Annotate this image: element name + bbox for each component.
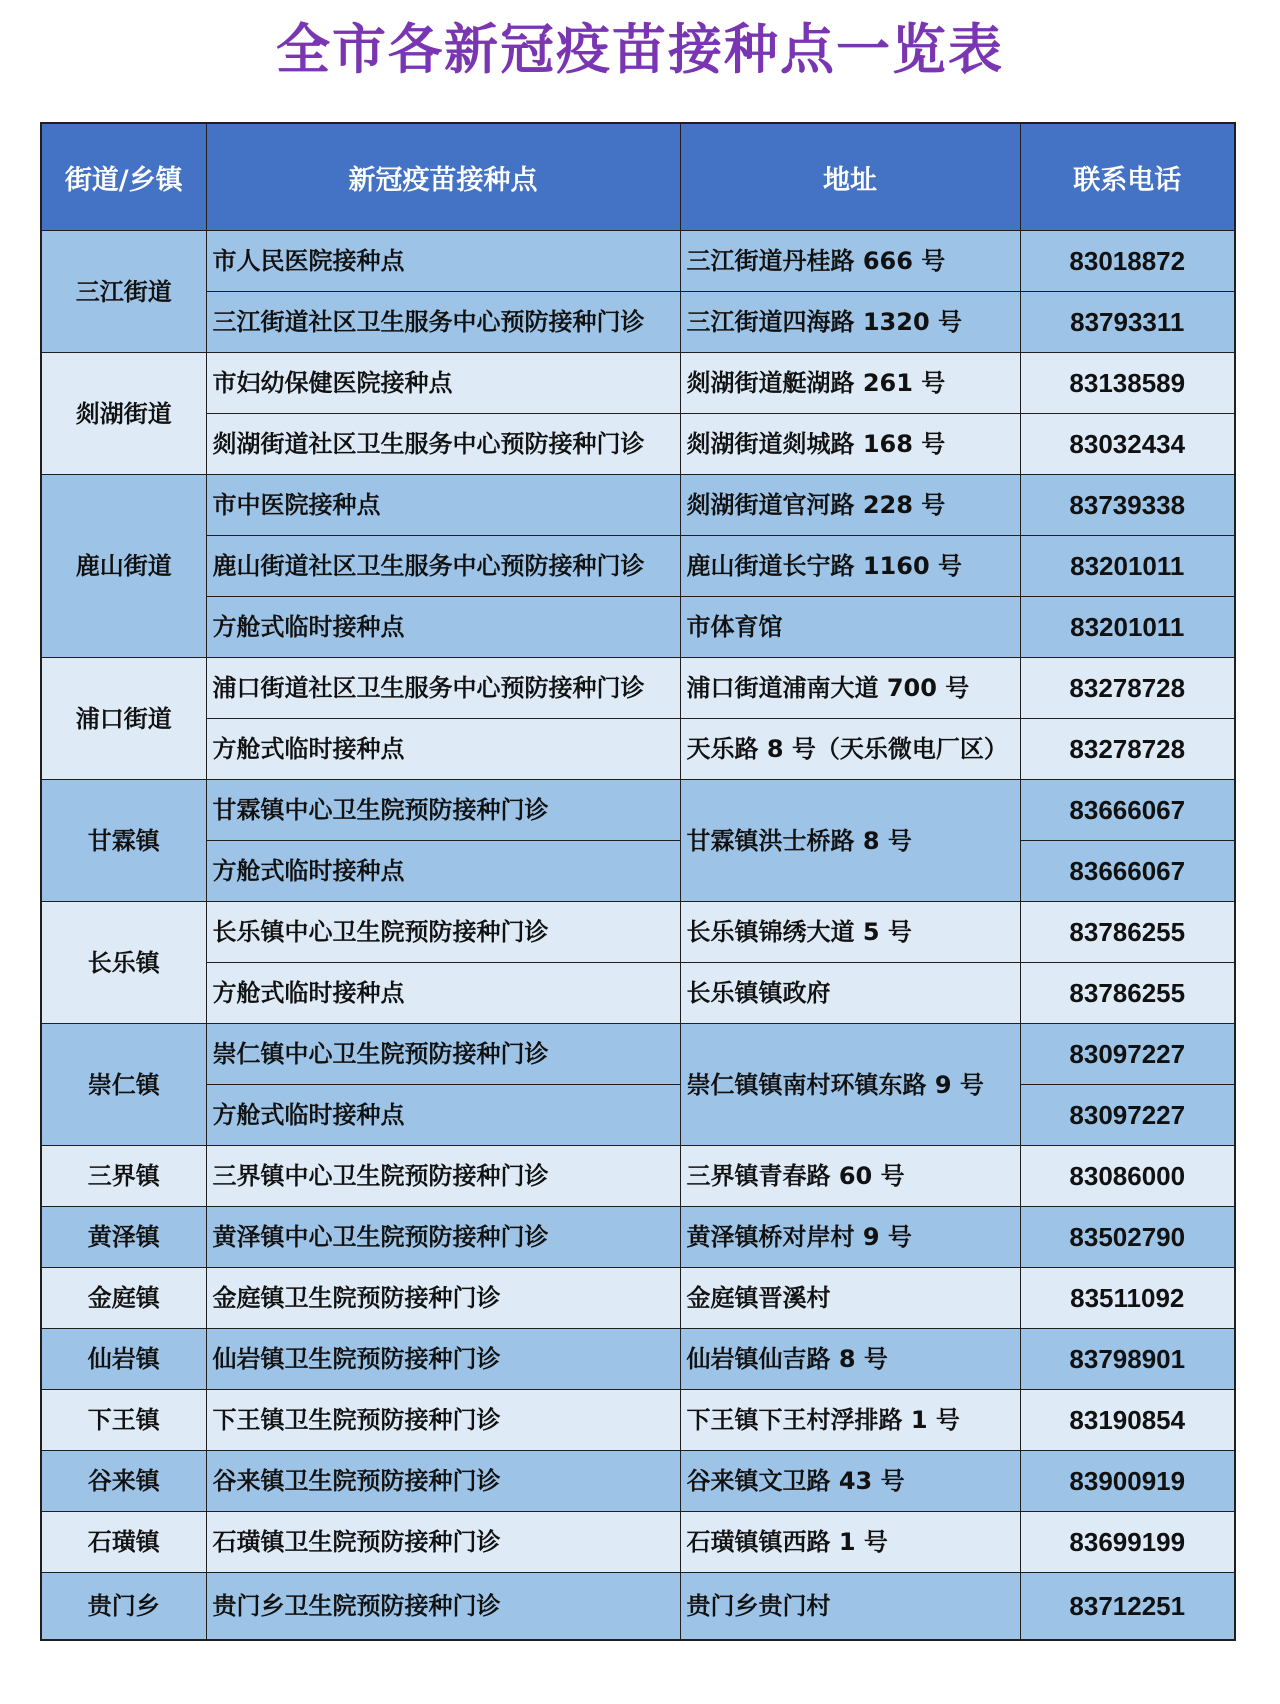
district-cell: 金庭镇 <box>41 1268 206 1329</box>
table-row <box>41 1573 1235 1641</box>
phone-cell: 83201011 <box>1020 536 1235 597</box>
table-row <box>41 1451 1235 1512</box>
phone-cell: 83086000 <box>1020 1146 1235 1207</box>
phone-cell: 83786255 <box>1020 963 1235 1024</box>
table-row <box>41 1268 1235 1329</box>
address-cell: 谷来镇文卫路 43 号 <box>680 1451 1020 1512</box>
table-row <box>41 414 1235 475</box>
site-cell: 方舱式临时接种点 <box>206 719 680 780</box>
site-cell: 黄泽镇中心卫生院预防接种门诊 <box>206 1207 680 1268</box>
vaccination-sites-table <box>40 122 1236 1641</box>
phone-cell: 83278728 <box>1020 658 1235 719</box>
address-cell: 剡湖街道官河路 228 号 <box>680 475 1020 536</box>
table-row <box>41 780 1235 841</box>
address-cell: 贵门乡贵门村 <box>680 1573 1020 1641</box>
address-cell: 市体育馆 <box>680 597 1020 658</box>
address-cell: 长乐镇锦绣大道 5 号 <box>680 902 1020 963</box>
phone-cell: 83032434 <box>1020 414 1235 475</box>
address-cell: 长乐镇镇政府 <box>680 963 1020 1024</box>
district-cell: 仙岩镇 <box>41 1329 206 1390</box>
phone-cell: 83278728 <box>1020 719 1235 780</box>
phone-cell: 83018872 <box>1020 231 1235 292</box>
district-cell: 三界镇 <box>41 1146 206 1207</box>
site-cell: 石璜镇卫生院预防接种门诊 <box>206 1512 680 1573</box>
address-cell: 黄泽镇桥对岸村 9 号 <box>680 1207 1020 1268</box>
site-cell: 崇仁镇中心卫生院预防接种门诊 <box>206 1024 680 1085</box>
site-cell: 方舱式临时接种点 <box>206 597 680 658</box>
phone-cell: 83190854 <box>1020 1390 1235 1451</box>
table-header-row <box>41 123 1235 231</box>
address-cell: 三界镇青春路 60 号 <box>680 1146 1020 1207</box>
table-row <box>41 536 1235 597</box>
phone-cell: 83097227 <box>1020 1085 1235 1146</box>
table-row <box>41 1146 1235 1207</box>
site-cell: 甘霖镇中心卫生院预防接种门诊 <box>206 780 680 841</box>
district-cell: 谷来镇 <box>41 1451 206 1512</box>
site-cell: 三江街道社区卫生服务中心预防接种门诊 <box>206 292 680 353</box>
column-header-district: 街道/乡镇 <box>41 123 206 231</box>
address-cell: 金庭镇晋溪村 <box>680 1268 1020 1329</box>
site-cell: 贵门乡卫生院预防接种门诊 <box>206 1573 680 1641</box>
table-row <box>41 597 1235 658</box>
address-cell: 三江街道四海路 1320 号 <box>680 292 1020 353</box>
phone-cell: 83900919 <box>1020 1451 1235 1512</box>
district-cell: 贵门乡 <box>41 1573 206 1641</box>
phone-cell: 83138589 <box>1020 353 1235 414</box>
table-row <box>41 1512 1235 1573</box>
address-cell: 三江街道丹桂路 666 号 <box>680 231 1020 292</box>
table-row <box>41 1024 1235 1085</box>
district-cell: 鹿山街道 <box>41 475 206 658</box>
table-row <box>41 475 1235 536</box>
district-cell: 浦口街道 <box>41 658 206 780</box>
phone-cell: 83502790 <box>1020 1207 1235 1268</box>
phone-cell: 83798901 <box>1020 1329 1235 1390</box>
table-row <box>41 1390 1235 1451</box>
table-row <box>41 231 1235 292</box>
site-cell: 市人民医院接种点 <box>206 231 680 292</box>
district-cell: 三江街道 <box>41 231 206 353</box>
address-cell: 剡湖街道艇湖路 261 号 <box>680 353 1020 414</box>
site-cell: 方舱式临时接种点 <box>206 963 680 1024</box>
table-row <box>41 1085 1235 1146</box>
page-title: 全市各新冠疫苗接种点一览表 <box>276 18 1004 81</box>
site-cell: 金庭镇卫生院预防接种门诊 <box>206 1268 680 1329</box>
site-cell: 剡湖街道社区卫生服务中心预防接种门诊 <box>206 414 680 475</box>
site-cell: 市妇幼保健医院接种点 <box>206 353 680 414</box>
district-cell: 下王镇 <box>41 1390 206 1451</box>
phone-cell: 83793311 <box>1020 292 1235 353</box>
table-row <box>41 841 1235 902</box>
site-cell: 浦口街道社区卫生服务中心预防接种门诊 <box>206 658 680 719</box>
district-cell: 崇仁镇 <box>41 1024 206 1146</box>
address-cell: 仙岩镇仙吉路 8 号 <box>680 1329 1020 1390</box>
site-cell: 方舱式临时接种点 <box>206 841 680 902</box>
site-cell: 谷来镇卫生院预防接种门诊 <box>206 1451 680 1512</box>
site-cell: 鹿山街道社区卫生服务中心预防接种门诊 <box>206 536 680 597</box>
column-header-address: 地址 <box>680 123 1020 231</box>
address-cell: 剡湖街道剡城路 168 号 <box>680 414 1020 475</box>
site-cell: 三界镇中心卫生院预防接种门诊 <box>206 1146 680 1207</box>
phone-cell: 83712251 <box>1020 1573 1235 1641</box>
phone-cell: 83201011 <box>1020 597 1235 658</box>
table-row <box>41 719 1235 780</box>
address-cell: 崇仁镇镇南村环镇东路 9 号 <box>680 1024 1020 1146</box>
site-cell: 市中医院接种点 <box>206 475 680 536</box>
address-cell: 鹿山街道长宁路 1160 号 <box>680 536 1020 597</box>
table-row <box>41 963 1235 1024</box>
phone-cell: 83097227 <box>1020 1024 1235 1085</box>
district-cell: 黄泽镇 <box>41 1207 206 1268</box>
phone-cell: 83739338 <box>1020 475 1235 536</box>
district-cell: 石璜镇 <box>41 1512 206 1573</box>
district-cell: 剡湖街道 <box>41 353 206 475</box>
district-cell: 甘霖镇 <box>41 780 206 902</box>
address-cell: 天乐路 8 号（天乐微电厂区） <box>680 719 1020 780</box>
phone-cell: 83511092 <box>1020 1268 1235 1329</box>
address-cell: 下王镇下王村浮排路 1 号 <box>680 1390 1020 1451</box>
table-row <box>41 1329 1235 1390</box>
address-cell: 甘霖镇洪士桥路 8 号 <box>680 780 1020 902</box>
table-row <box>41 902 1235 963</box>
column-header-phone: 联系电话 <box>1020 123 1235 231</box>
phone-cell: 83786255 <box>1020 902 1235 963</box>
site-cell: 下王镇卫生院预防接种门诊 <box>206 1390 680 1451</box>
table-row <box>41 1207 1235 1268</box>
phone-cell: 83699199 <box>1020 1512 1235 1573</box>
phone-cell: 83666067 <box>1020 780 1235 841</box>
address-cell: 浦口街道浦南大道 700 号 <box>680 658 1020 719</box>
table-row <box>41 658 1235 719</box>
phone-cell: 83666067 <box>1020 841 1235 902</box>
table-row <box>41 292 1235 353</box>
table-row <box>41 353 1235 414</box>
site-cell: 长乐镇中心卫生院预防接种门诊 <box>206 902 680 963</box>
district-cell: 长乐镇 <box>41 902 206 1024</box>
column-header-site: 新冠疫苗接种点 <box>206 123 680 231</box>
address-cell: 石璜镇镇西路 1 号 <box>680 1512 1020 1573</box>
site-cell: 仙岩镇卫生院预防接种门诊 <box>206 1329 680 1390</box>
site-cell: 方舱式临时接种点 <box>206 1085 680 1146</box>
